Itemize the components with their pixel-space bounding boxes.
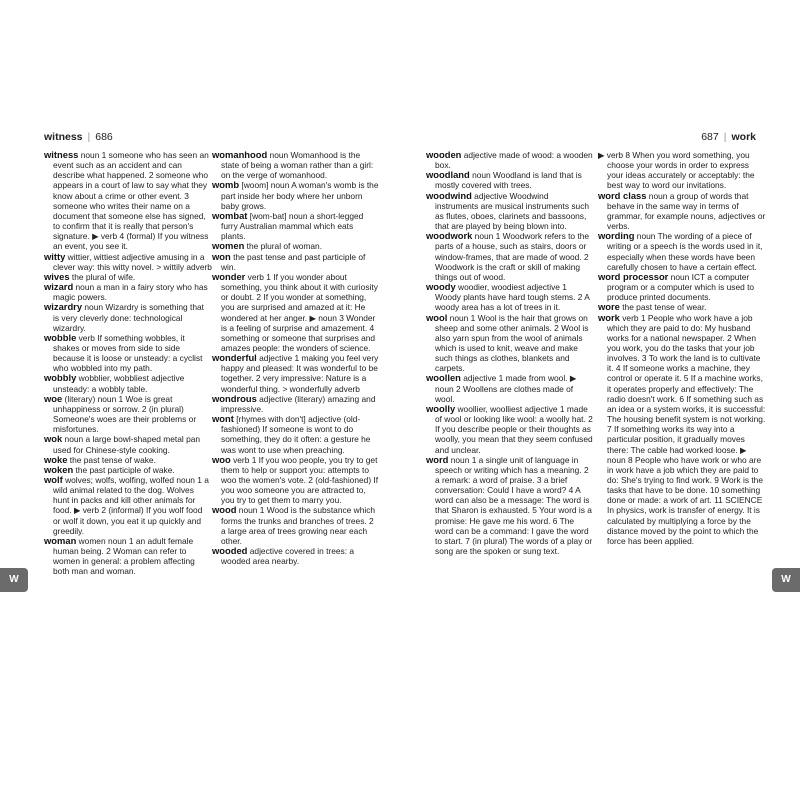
dictionary-entry: word class noun a group of words that behave in the same way in terms of grammar, for example nouns, adjectives or verbs. xyxy=(598,189,766,232)
page-number: 687 xyxy=(701,131,719,143)
dictionary-entry: woo verb 1 If you woo people, you try to get them to help or support you: attempts to woo the women's vote. 2 (old-fashioned) If you woo someone you are attracted to, you try to get them to marry you. xyxy=(212,453,379,506)
entry-headword: wonder xyxy=(212,270,246,282)
dictionary-entry: word noun 1 a single unit of language in speech or writing which has a meaning. 2 a remark: a word of praise. 3 a brief conversation: Could I have a word? 4 A word can also be a message: The word is that Sharon is exhausted. 5 Your word is a promise: He gave me his word. 6 The word can be a command: I gave the word to start. 7 (in plural) The words of a play or song are the spoken or sung text. xyxy=(426,453,593,557)
dictionary-entry: wives the plural of wife. xyxy=(44,270,136,282)
dictionary-entry: women the plural of woman. xyxy=(212,240,323,252)
dictionary-entry: work verb 1 People who work have a job which they are paid to do: My husband works for a national newspaper. 2 When you work, you do the tasks that your job involves. 3 To work the land is to cultivate it. 4 If someone works a machine, they control or operate it. 5 If a machine works, it operates properly and effectively: The radio doesn't work. 6 If something such as an idea or a system works, it is successful: The housing benefit system is not working. 7 If something works its way into a particular position, it gradually moves there: The cable had worked loose. ▶ noun 8 People who have work or who are in work have a job which they are paid to do: She's trying to find work. 9 Work is the tasks that have to be done. 10 something done or made: a work of art. 11 SCIENCE In physics, work is transfer of energy. It is calculated by multiplying a force by the distance moved by the point to which the force has been applied. xyxy=(598,311,766,546)
dictionary-entry: wooded adjective covered in trees: a wooded area nearby. xyxy=(212,545,355,567)
entry-headword: wool xyxy=(426,311,448,323)
dictionary-entry: wondrous adjective (literary) amazing and impressive. xyxy=(212,392,376,414)
entry-headword: wood xyxy=(212,504,237,516)
entry-headword: wont xyxy=(212,413,234,425)
dictionary-entry: wizardry noun Wizardry is something that is very cleverly done: technological wizardry. xyxy=(44,301,205,333)
dictionary-entry: wolf wolves; wolfs, wolfing, wolfed noun 1 a wild animal related to the dog. Wolves hunt in packs and kill other animals for food. ▶ verb 2 (informal) If you wolf food or wolf it down, you eat it up quickly and greedily. xyxy=(44,474,209,536)
dictionary-entry: witty wittier, wittiest adjective amusing in a clever way: this witty novel. > wittily adverb xyxy=(44,250,212,272)
running-head-left xyxy=(44,130,113,144)
dictionary-entry: wombat [wom-bat] noun a short-legged furry Australian mammal which eats plants. xyxy=(212,209,364,242)
entry-headword: woody xyxy=(426,281,456,293)
dictionary-entry: womb [woom] noun A woman's womb is the part inside her body where her unborn baby grows. xyxy=(212,179,379,211)
dictionary-entry: wonderful adjective 1 making you feel very happy and pleased: It was wonderful to be together. 2 very impressive: Nature is a wonderful thing. > wonderfully adverb xyxy=(212,352,379,394)
entry-headword: woodwork xyxy=(426,230,473,242)
dictionary-entry: wizard noun a man in a fairy story who has magic powers. xyxy=(44,281,208,303)
entry-headword: wore xyxy=(598,301,620,313)
entry-headword: woollen xyxy=(426,372,461,384)
dictionary-entry: wonder verb 1 If you wonder about something, you think about it with curiosity or doubt. 2 If you wonder at something, you are surprised and amazed at it: He wondered at her anger. ▶ noun 3 Wonder is a feeling of surprise and amazement. 4 something or someone that surprises and amazes people: the wonders of science. xyxy=(212,270,378,353)
dictionary-column-1 xyxy=(44,150,212,670)
entry-headword: woo xyxy=(212,453,231,465)
entry-headword: word processor xyxy=(598,270,669,282)
right-page xyxy=(400,130,800,670)
left-page xyxy=(0,130,400,670)
entry-headword: woken xyxy=(44,463,74,475)
entry-headword: wondrous xyxy=(212,392,257,404)
dictionary-entry: woody woodier, woodiest adjective 1 Woody plants have hard tough stems. 2 A woody area has a lot of trees in it. xyxy=(426,281,590,313)
entry-headword: womb xyxy=(212,179,240,191)
entry-headword: witness xyxy=(44,150,79,160)
dictionary-column-3 xyxy=(426,150,594,670)
dictionary-entry: ▶ verb 8 When you word something, you choose your words in order to express your ideas accurately or acceptably: the best way to word our invitations. xyxy=(598,150,755,191)
dictionary-entry: woolly woollier, woolliest adjective 1 made of wool or looking like wool: a woolly hat. 2 If you describe people or their thoughts as woolly, you mean that they seem confused and unclear. xyxy=(426,402,593,455)
entry-headword: wizardry xyxy=(44,301,83,313)
dictionary-entry: woodwind adjective Woodwind instruments are musical instruments such as flutes, oboes, clarinets and bassoons, that are played by being blown into. xyxy=(426,189,590,232)
dictionary-entry: wool noun 1 Wool is the hair that grows on sheep and some other animals. 2 Wool is also yarn spun from the wool of animals which is used to knit, weave and make such things as clothes, blankets and carpets. xyxy=(426,311,589,374)
entry-headword: woke xyxy=(44,453,68,465)
entry-headword: wobbly xyxy=(44,372,77,384)
thumb-index-tab-left: W xyxy=(0,568,28,592)
dictionary-entry: wore the past tense of wear. xyxy=(598,301,707,313)
page-number: 686 xyxy=(95,131,113,143)
dictionary-entry: woe (literary) noun 1 Woe is great unhappiness or sorrow. 2 (in plural) Someone's woes are their problems or misfortunes. xyxy=(44,392,197,435)
entry-headword: woman xyxy=(44,534,77,546)
entry-headword: work xyxy=(598,311,620,323)
dictionary-entry: wording noun The wording of a piece of writing or a speech is the words used in it, especially when these words have been carefully chosen to have a certain effect. xyxy=(598,230,763,272)
dictionary-entry: won the past tense and past participle of win. xyxy=(212,250,366,272)
entry-headword: wombat xyxy=(212,209,248,221)
dictionary-entry: wood noun 1 Wood is the substance which forms the trunks and branches of trees. 2 a large area of trees growing near each other. xyxy=(212,504,376,546)
entry-headword: witty xyxy=(44,250,66,262)
entry-headword: won xyxy=(212,250,231,262)
dictionary-entry: woodland noun Woodland is land that is mostly covered with trees. xyxy=(426,169,582,191)
running-head-word: work xyxy=(731,131,756,143)
entry-headword: wobble xyxy=(44,331,77,343)
thumb-index-tab-right: W xyxy=(772,568,800,592)
entry-headword: wives xyxy=(44,270,70,282)
dictionary-entry: wont [rhymes with don't] adjective (old-fashioned) If someone is wont to do something, they do it often: a gesture he was wont to use when preaching. xyxy=(212,413,371,455)
dictionary-entry: wooden adjective made of wood: a wooden box. xyxy=(426,150,593,171)
entry-headword: wording xyxy=(598,230,635,242)
dictionary-entry: wobbly wobblier, wobbliest adjective unsteady: a wobbly table. xyxy=(44,372,185,394)
entry-headword: women xyxy=(212,240,245,252)
entry-headword: wooded xyxy=(212,545,248,557)
dictionary-entry: word processor noun ICT a computer program or a computer which is used to produce printed documents. xyxy=(598,270,755,303)
entry-headword: woodwind xyxy=(426,189,472,201)
dictionary-entry: wok noun a large bowl-shaped metal pan used for Chinese-style cooking. xyxy=(44,433,201,455)
dictionary-entry: woke the past tense of wake. xyxy=(44,453,156,465)
entry-headword: womanhood xyxy=(212,150,268,160)
dictionary-entry: woken the past participle of wake. xyxy=(44,463,175,475)
dictionary-entry: witness noun 1 someone who has seen an event such as an accident and can describe what happened. 2 someone who appears in a court of law to say what they know about a crime or other event. 3 someone who writes their name on a document that someone else has signed, to confirm that it is really that person's signature. ▶ verb 4 (formal) If you witness an event, you see it. xyxy=(44,150,209,252)
entry-headword: wonderful xyxy=(212,352,257,364)
dictionary-entry: woodwork noun 1 Woodwork refers to the parts of a house, such as stairs, doors or window-frames, that are made of wood. 2 Woodwork is the craft or skill of making things out of wood. xyxy=(426,230,590,282)
entry-headword: wizard xyxy=(44,281,74,293)
dictionary-column-4 xyxy=(598,150,766,670)
dictionary-entry: womanhood noun Womanhood is the state of being a woman rather than a girl: on the verge of womanhood. xyxy=(212,150,374,181)
running-head-right xyxy=(701,130,756,144)
dictionary-column-2 xyxy=(212,150,380,670)
dictionary-entry: woman women noun 1 an adult female human being. 2 Woman can refer to women in general: a problem affecting both man and woman. xyxy=(44,534,195,577)
running-head-separator: | xyxy=(87,131,91,143)
entry-headword: wok xyxy=(44,433,63,445)
entry-headword: word xyxy=(426,453,449,465)
entry-headword: woolly xyxy=(426,402,456,414)
entry-headword: wolf xyxy=(44,474,63,485)
entry-headword: woe xyxy=(44,392,63,404)
dictionary-entry: wobble verb If something wobbles, it shakes or moves from side to side because it is loose or unsteady: a cyclist who wobbled into my path. xyxy=(44,331,203,374)
running-head-word: witness xyxy=(44,131,83,143)
entry-headword: woodland xyxy=(426,169,470,181)
entry-headword: wooden xyxy=(426,150,462,160)
running-head-separator: | xyxy=(723,131,727,143)
entry-headword: word class xyxy=(598,189,647,201)
dictionary-entry: woollen adjective 1 made from wool. ▶ noun 2 Woollens are clothes made of wool. xyxy=(426,372,577,404)
